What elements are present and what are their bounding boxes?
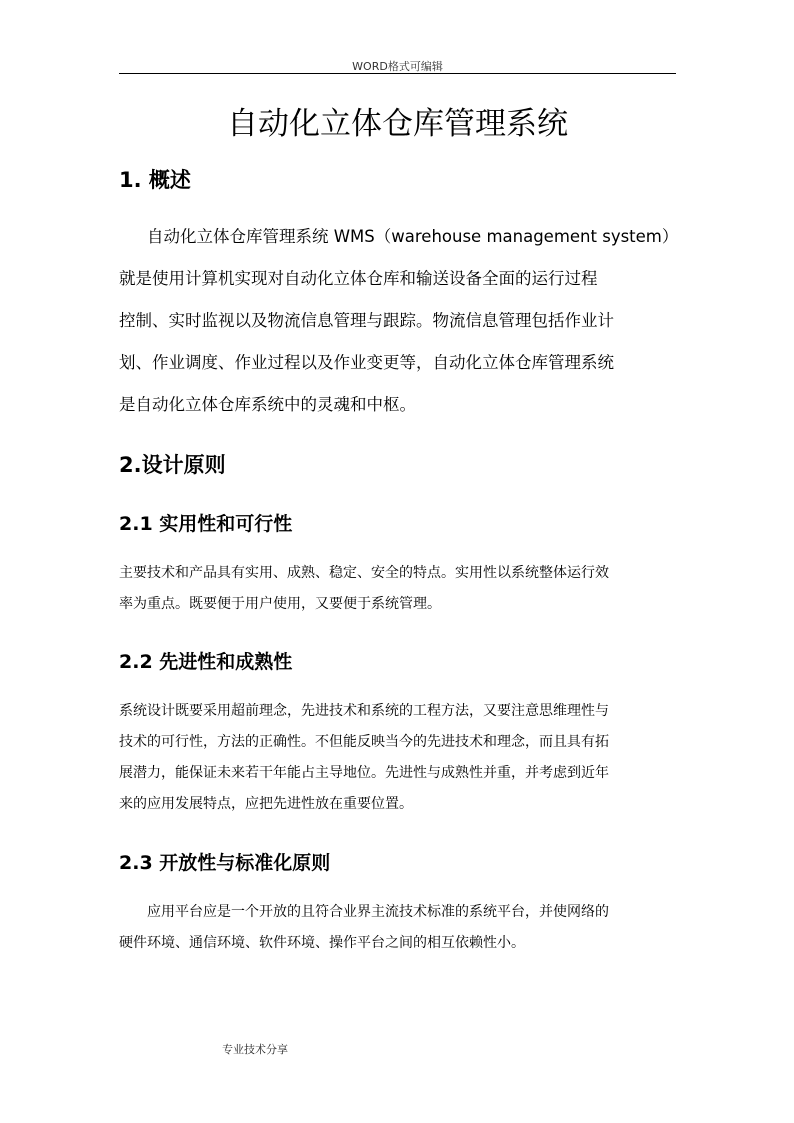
paragraph-line: 控制、实时监视以及物流信息管理与跟踪。物流信息管理包括作业计 <box>119 311 614 330</box>
advancement-paragraph <box>119 696 679 820</box>
paragraph-line: 来的应用发展特点，应把先进性放在重要位置。 <box>119 796 413 812</box>
page-footer: 专业技术分享 <box>222 1043 288 1056</box>
heading-design-principles: 2.设计原则 <box>119 453 226 477</box>
practicality-paragraph <box>119 558 679 620</box>
paragraph-line: 主要技术和产品具有实用、成熟、稳定、安全的特点。实用性以系统整体运行效 <box>119 565 609 581</box>
paragraph-line: 技术的可行性，方法的正确性。不但能反映当今的先进技术和理念，而且具有拓 <box>119 734 609 750</box>
openness-paragraph <box>119 897 679 959</box>
page-header: WORD格式可编辑 <box>352 60 443 73</box>
heading-overview: 1. 概述 <box>119 168 191 192</box>
heading-practicality: 2.1 实用性和可行性 <box>119 513 293 535</box>
paragraph-line: 率为重点。既要便于用户使用，又要便于系统管理。 <box>119 596 441 612</box>
paragraph-line: 划、作业调度、作业过程以及作业变更等，自动化立体仓库管理系统 <box>119 353 614 372</box>
paragraph-line: 系统设计既要采用超前理念，先进技术和系统的工程方法，又要注意思维理性与 <box>119 703 609 719</box>
header-divider <box>119 73 676 74</box>
overview-paragraph <box>119 216 679 426</box>
paragraph-line: 硬件环境、通信环境、软件环境、操作平台之间的相互依赖性小。 <box>119 935 525 951</box>
heading-advancement: 2.2 先进性和成熟性 <box>119 651 293 673</box>
document-title: 自动化立体仓库管理系统 <box>227 106 568 142</box>
paragraph-line: 是自动化立体仓库系统中的灵魂和中枢。 <box>119 395 416 414</box>
paragraph-line: 展潜力，能保证未来若干年能占主导地位。先进性与成熟性并重，并考虑到近年 <box>119 765 609 781</box>
paragraph-line: 自动化立体仓库管理系统 WMS（warehouse management system） <box>147 227 679 246</box>
paragraph-line: 就是使用计算机实现对自动化立体仓库和输送设备全面的运行过程 <box>119 269 598 288</box>
heading-openness: 2.3 开放性与标准化原则 <box>119 852 331 874</box>
paragraph-line: 应用平台应是一个开放的且符合业界主流技术标准的系统平台，并使网络的 <box>147 904 609 920</box>
